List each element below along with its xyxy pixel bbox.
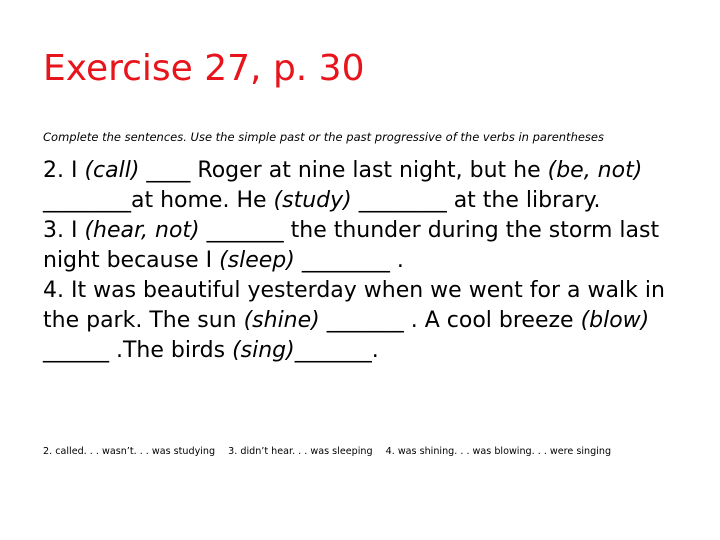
item2-text-1: 2. I <box>43 158 85 183</box>
answer-item-2: 2. called. . . wasn’t. . . was studying <box>43 446 216 457</box>
item4-verb-blow: (blow) <box>580 308 650 333</box>
item4-verb-sing: (sing) <box>232 338 295 363</box>
item3-verb-sleep: (sleep) <box>219 248 295 273</box>
item3-text-3: ________ . <box>294 248 404 273</box>
item4-text-3: ______ .The birds <box>43 338 233 363</box>
instructions: Complete the sentences. Use the simple past or the past progressive of the verbs in parentheses <box>43 130 604 144</box>
item2-verb-call: (call) <box>84 158 140 183</box>
item2-verb-be-not: (be, not) <box>547 158 643 183</box>
sentence-item-4 <box>43 276 679 366</box>
item3-text-2: _______ the thunder during the storm last night because I <box>43 218 660 273</box>
item4-verb-shine: (shine) <box>243 308 320 333</box>
sentence-item-3 <box>43 216 679 276</box>
item4-text-2: _______ . A cool breeze <box>319 308 581 333</box>
item2-text-2: ____ Roger at nine last night, but he <box>139 158 548 183</box>
exercise-title: Exercise 27, p. 30 <box>43 48 365 89</box>
item3-text-1: 3. I <box>43 218 85 243</box>
item4-text-4: _______. <box>294 338 379 363</box>
answer-item-3: 3. didn’t hear. . . was sleeping <box>228 446 373 457</box>
answer-item-4: 4. was shining. . . was blowing. . . were singing <box>385 446 612 457</box>
item3-verb-hear-not: (hear, not) <box>84 218 200 243</box>
answer-key <box>43 445 621 459</box>
sentence-item-2 <box>43 156 679 216</box>
item2-text-4: ________ at the library. <box>351 188 601 213</box>
item4-text-1: 4. It was beautiful yesterday when we went for a walk in the park. The sun <box>43 278 665 333</box>
item2-text-3: ________at home. He <box>43 188 274 213</box>
exercise-body <box>43 156 679 366</box>
item2-verb-study: (study) <box>273 188 352 213</box>
